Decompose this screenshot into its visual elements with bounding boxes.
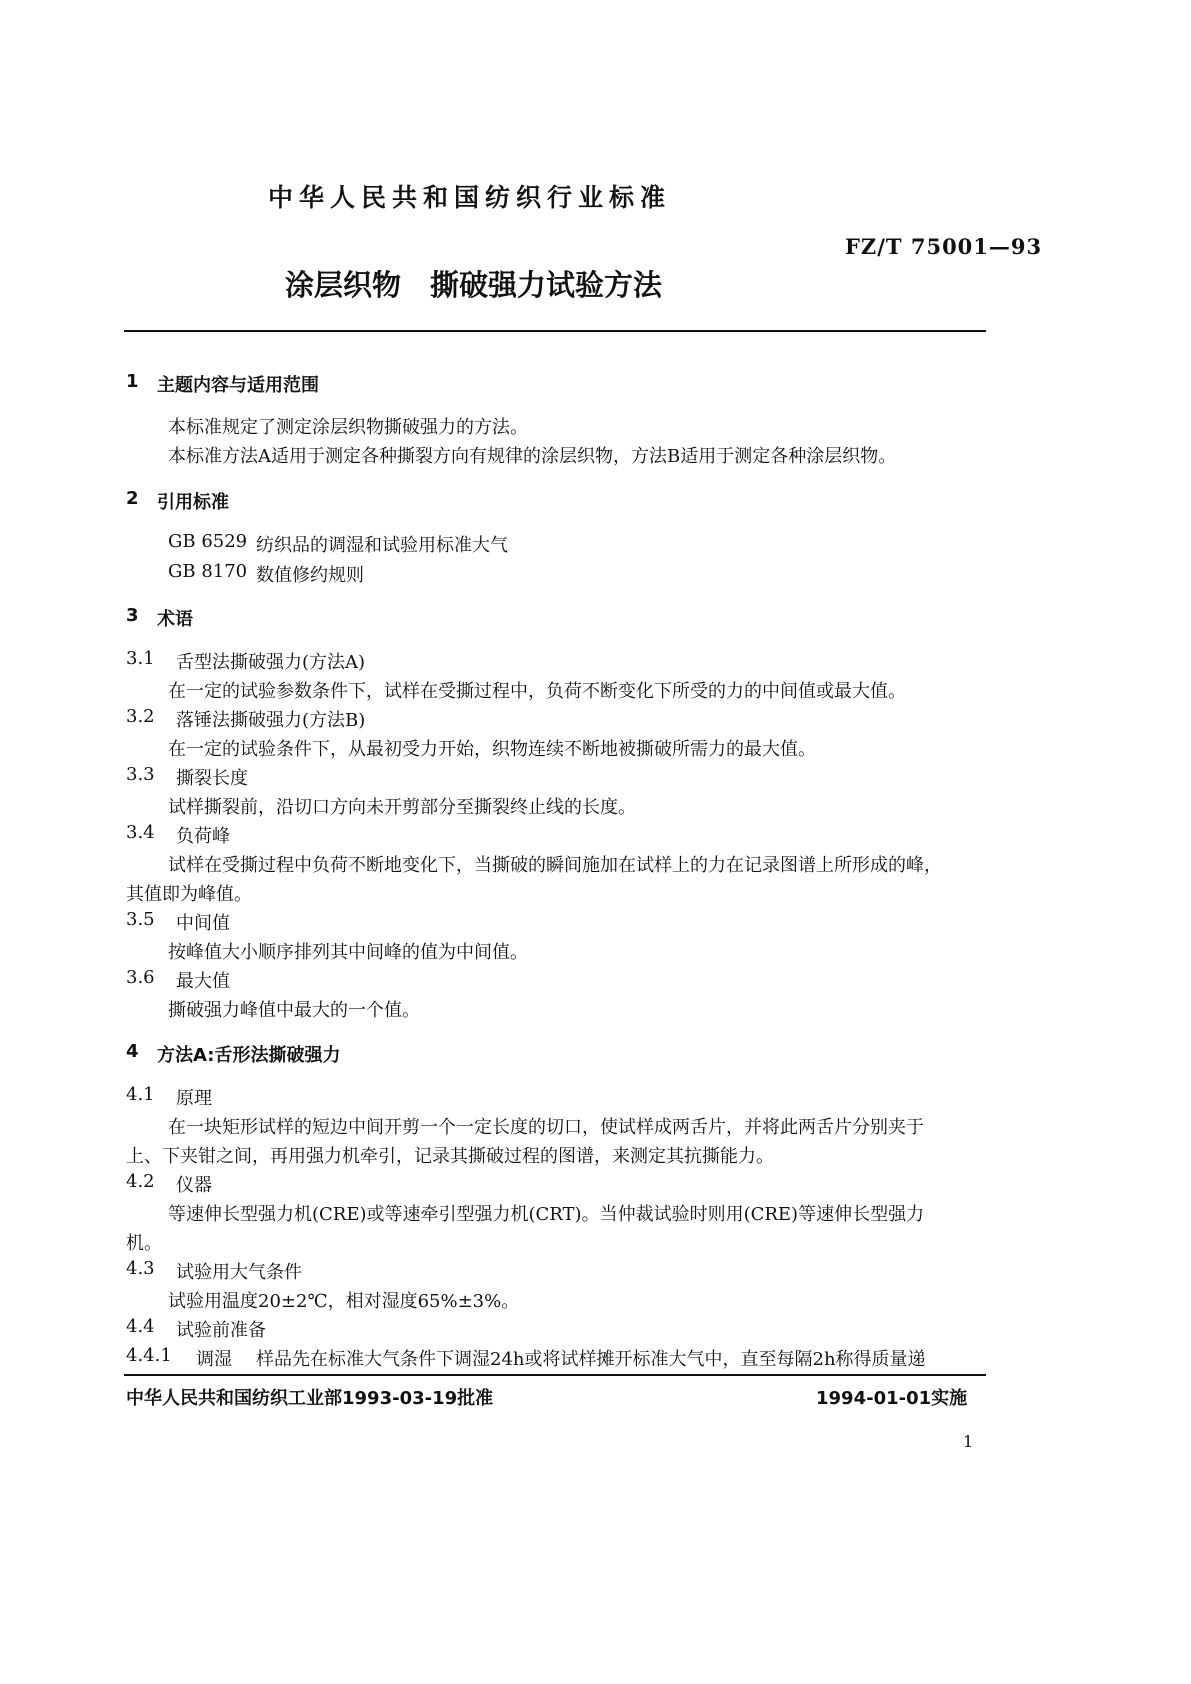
clause-number: 3.2 xyxy=(126,706,155,727)
clause-title: 调湿 xyxy=(196,1349,232,1370)
clause-title: 落锤法撕破强力(方法B) xyxy=(176,710,366,731)
clause-body: 其值即为峰值。 xyxy=(126,884,252,905)
clause-body: 按峰值大小顺序排列其中间峰的值为中间值。 xyxy=(168,942,528,963)
clause-title: 最大值 xyxy=(176,971,230,992)
clause-title: 撕裂长度 xyxy=(176,768,248,789)
clause-number: 4.1 xyxy=(126,1084,155,1105)
section-4-title: 方法A:舌形法撕破强力 xyxy=(157,1045,341,1066)
clause-number: 4.4.1 xyxy=(126,1345,172,1366)
header-rule xyxy=(124,330,986,332)
clause-body: 等速伸长型强力机(CRE)或等速牵引型强力机(CRT)。当仲裁试验时则用(CRE)等速伸长型强力 xyxy=(168,1204,925,1225)
clause-number: 3.6 xyxy=(126,967,155,988)
clause-number: 3.5 xyxy=(126,909,155,930)
clause-number: 3.1 xyxy=(126,648,155,669)
clause-number: 3.3 xyxy=(126,764,155,785)
clause-title: 舌型法撕破强力(方法A) xyxy=(176,652,366,673)
clause-body: 上、下夹钳之间，再用强力机牵引，记录其撕破过程的图谱，来测定其抗撕能力。 xyxy=(126,1146,774,1167)
clause-number: 4.4 xyxy=(126,1316,155,1337)
approval-line: 中华人民共和国纺织工业部1993-03-19批准 xyxy=(126,1388,494,1409)
clause-title: 仪器 xyxy=(176,1175,212,1196)
clause-number: 3.4 xyxy=(126,822,155,843)
section-2-number: 2 xyxy=(126,488,139,509)
standard-organization: 中华人民共和国纺织行业标准 xyxy=(268,183,672,212)
clause-title: 试验前准备 xyxy=(176,1320,266,1341)
section-3-number: 3 xyxy=(126,605,139,626)
clause-title: 原理 xyxy=(176,1088,212,1109)
clause-body: 试样撕裂前，沿切口方向未开剪部分至撕裂终止线的长度。 xyxy=(168,797,636,818)
effective-date: 1994-01-01实施 xyxy=(816,1388,968,1409)
page-number: 1 xyxy=(963,1432,974,1451)
clause-body: 在一定的试验条件下，从最初受力开始，织物连续不断地被撕破所需力的最大值。 xyxy=(168,739,816,760)
reference-code: GB 8170 xyxy=(168,561,248,582)
section-1-paragraph: 本标准方法A适用于测定各种撕裂方向有规律的涂层织物，方法B适用于测定各种涂层织物。 xyxy=(168,446,897,467)
clause-number: 4.2 xyxy=(126,1171,155,1192)
clause-number: 4.3 xyxy=(126,1258,155,1279)
document-title: 涂层织物 撕破强力试验方法 xyxy=(285,268,663,302)
clause-body: 机。 xyxy=(126,1233,162,1254)
clause-body: 在一定的试验参数条件下，试样在受撕过程中，负荷不断变化下所受的力的中间值或最大值。 xyxy=(168,681,906,702)
section-1-title: 主题内容与适用范围 xyxy=(157,375,319,396)
section-3-title: 术语 xyxy=(157,609,193,630)
clause-title: 负荷峰 xyxy=(176,826,230,847)
clause-body: 样品先在标准大气条件下调湿24h或将试样摊开标准大气中，直至每隔2h称得质量递 xyxy=(256,1349,926,1370)
section-4-number: 4 xyxy=(126,1041,139,1062)
reference-title: 数值修约规则 xyxy=(256,565,364,586)
footer-rule xyxy=(124,1374,986,1376)
section-1-number: 1 xyxy=(126,371,139,392)
clause-body: 试验用温度20±2℃，相对湿度65%±3%。 xyxy=(168,1291,520,1312)
clause-title: 试验用大气条件 xyxy=(176,1262,302,1283)
clause-body: 撕破强力峰值中最大的一个值。 xyxy=(168,1000,420,1021)
clause-body: 在一块矩形试样的短边中间开剪一个一定长度的切口，使试样成两舌片，并将此两舌片分别夹于 xyxy=(168,1117,924,1138)
reference-title: 纺织品的调湿和试验用标准大气 xyxy=(256,535,508,556)
standard-code: FZ/T 75001—93 xyxy=(845,234,1043,259)
reference-code: GB 6529 xyxy=(168,531,248,552)
clause-title: 中间值 xyxy=(176,913,230,934)
clause-body: 试样在受撕过程中负荷不断地变化下，当撕破的瞬间施加在试样上的力在记录图谱上所形成的峰， xyxy=(168,855,942,876)
section-1-paragraph: 本标准规定了测定涂层织物撕破强力的方法。 xyxy=(168,417,528,438)
section-2-title: 引用标准 xyxy=(157,492,229,513)
